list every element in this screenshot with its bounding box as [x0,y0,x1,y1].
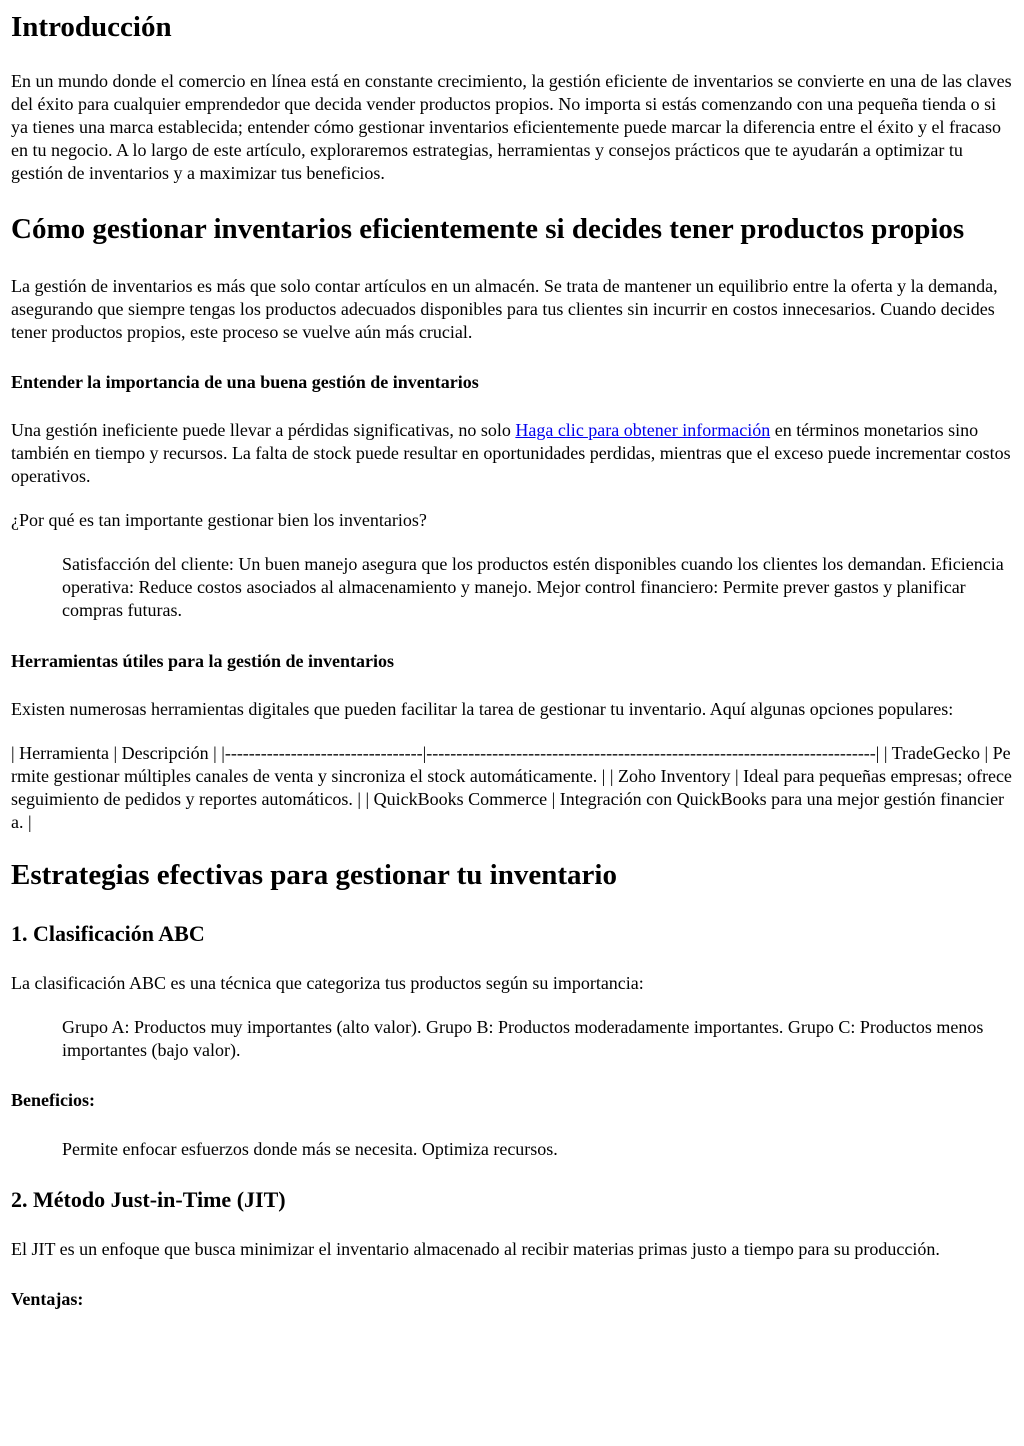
importance-question: ¿Por qué es tan importante gestionar bien los inventarios? [11,510,427,530]
importance-text-before-link: Una gestión ineficiente puede llevar a pérdidas significativas, no solo [11,420,516,440]
abc-paragraph: La clasificación ABC es una técnica que categoriza tus productos según su importancia: [11,973,644,993]
abc-heading: 1. Clasificación ABC [11,921,205,946]
jit-paragraph: El JIT es un enfoque que busca minimizar el inventario almacenado al recibir materias primas justo a tiempo para su producción. [11,1239,940,1259]
abc-benefits: Permite enfocar esfuerzos donde más se necesita. Optimiza recursos. [62,1139,558,1159]
importance-text-after-link: en términos monetarios sino también en tiempo y recursos. La falta de stock puede resultar en oportunidades perdidas, mientras que el exceso puede incrementar costos operativos. [11,420,1011,486]
intro-paragraph: En un mundo donde el comercio en línea está en constante crecimiento, la gestión eficiente de inventarios se convierte en una de las claves del éxito para cualquier emprendedor que decida vender productos propios. No importa si estás comenzando con una pequeña tienda o si ya tienes una marca establecida; entender cómo gestionar inventarios eficientemente puede marcar la diferencia entre el éxito y el fracaso en tu negocio. A lo largo de este artículo, exploraremos estrategias, herramientas y consejos prácticos que te ayudarán a optimizar tu gestión de inventarios y a maximizar tus beneficios. [11,71,1012,183]
abc-benefits-heading: Beneficios: [11,1090,95,1110]
jit-advantages-heading: Ventajas: [11,1289,84,1309]
jit-heading: 2. Método Just-in-Time (JIT) [11,1187,286,1212]
info-link[interactable]: Haga clic para obtener información [515,420,771,440]
strategies-heading: Estrategias efectivas para gestionar tu inventario [11,859,617,891]
importance-reasons: Satisfacción del cliente: Un buen manejo asegura que los productos estén disponibles cuando los clientes los demandan. Eficiencia operativa: Reduce costos asociados al almacenamiento y manejo. Mejor control financiero: Permite prever gastos y planificar compras futuras. [62,554,1004,620]
intro-heading: Introducción [11,11,172,43]
main-paragraph: La gestión de inventarios es más que solo contar artículos en un almacén. Se trata de mantener un equilibrio entre la oferta y la demanda, asegurando que siempre tengas los productos adecuados disponibles para tus clientes sin incurrir en costos innecesarios. Cuando decides tener productos propios, este proceso se vuelve aún más crucial. [11,276,998,342]
importance-paragraph [11,419,1014,488]
tools-table-text: | Herramienta | Descripción | |---------------------------------|---------------------------------------------------------------------------| | TradeGecko | Permite gestionar múltiples canales de venta y sincroniza el stock automáticamente. | | Zoho Inventory | Ideal para pequeñas empresas; ofrece seguimiento de pedidos y reportes automáticos. | | QuickBooks Commerce | Integración con QuickBooks para una mejor gestión financiera. | [11,743,1012,832]
main-heading: Cómo gestionar inventarios eficientemente si decides tener productos propios [11,213,965,245]
abc-groups: Grupo A: Productos muy importantes (alto valor). Grupo B: Productos moderadamente importantes. Grupo C: Productos menos importantes (bajo valor). [62,1017,984,1060]
tools-heading: Herramientas útiles para la gestión de inventarios [11,651,394,671]
tools-paragraph: Existen numerosas herramientas digitales que pueden facilitar la tarea de gestionar tu inventario. Aquí algunas opciones populares: [11,699,954,719]
importance-heading: Entender la importancia de una buena gestión de inventarios [11,372,479,392]
